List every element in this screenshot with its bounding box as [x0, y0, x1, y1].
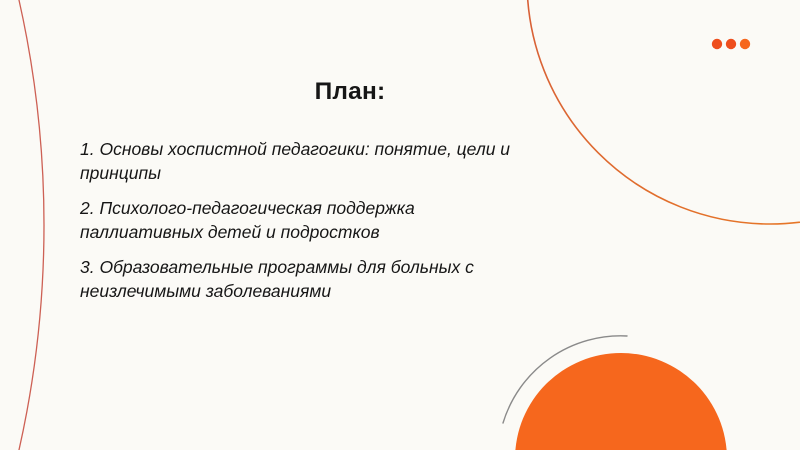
- three-dots-decoration: [712, 39, 750, 49]
- top-right-circle-outline: [527, 0, 800, 224]
- dot-icon: [726, 39, 736, 49]
- gray-arc-decoration: [503, 336, 627, 423]
- plan-item-2: 2. Психолого-педагогическая поддержка паллиативных детей и подростков: [80, 198, 415, 242]
- slide-title: План:: [314, 78, 386, 106]
- left-curve-decoration: [0, 0, 44, 450]
- plan-item-3: 3. Образовательные программы для больных с неизлечимыми заболеваниями: [80, 257, 474, 301]
- plan-item-1: 1. Основы хоспистной педагогики: понятие, цели и принципы: [80, 139, 511, 183]
- bottom-right-orange-circle: [515, 353, 727, 450]
- dot-icon: [712, 39, 722, 49]
- plan-list: [80, 137, 542, 314]
- dot-icon: [740, 39, 750, 49]
